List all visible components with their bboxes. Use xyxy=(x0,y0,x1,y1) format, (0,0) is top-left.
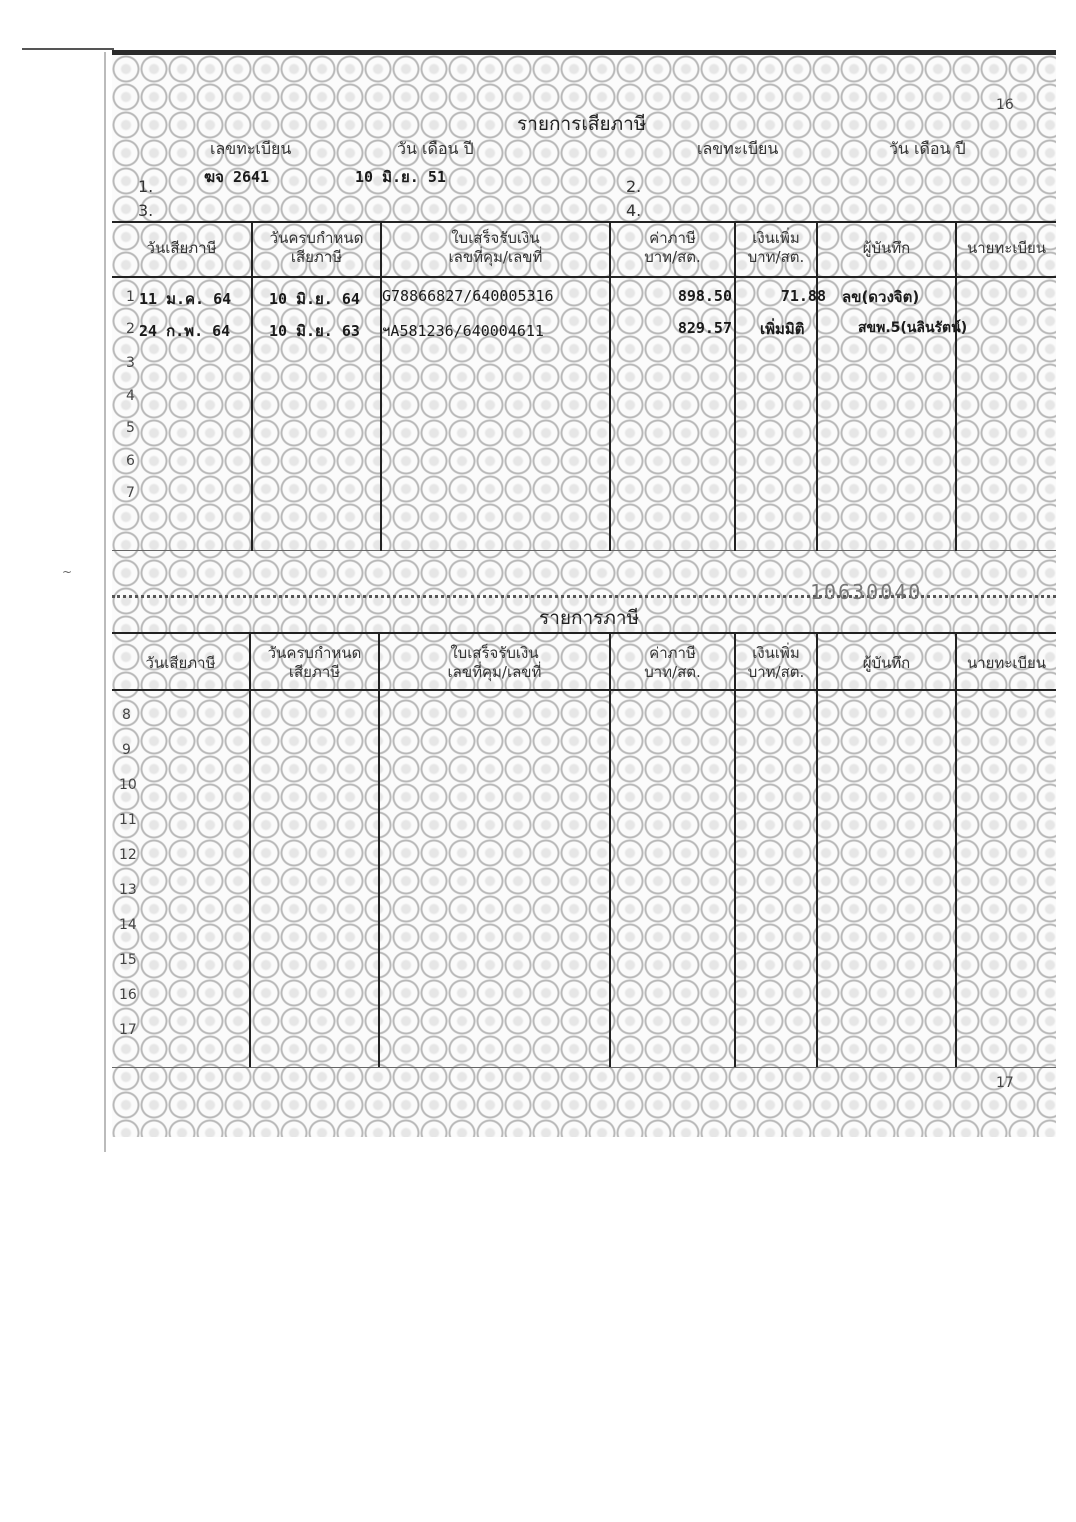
table1-col-divider xyxy=(955,221,957,551)
col-header-text: วันครบกำหนด xyxy=(269,229,364,247)
col-header-text: นายทะเบียน xyxy=(966,654,1047,672)
document-page xyxy=(112,50,1056,1137)
col-header-text: เสียภาษี xyxy=(288,663,341,681)
col-header-text: บาท/สต. xyxy=(747,248,805,266)
col-header-text: ใบเสร็จรับเงิน xyxy=(450,644,539,662)
col-header-paid-date xyxy=(112,654,249,673)
table2-top-border xyxy=(112,632,1056,634)
registration-number: ฆจ 2641 xyxy=(204,168,270,186)
col-header-text: เงินเพิ่ม xyxy=(752,644,800,662)
col-header-text: บาท/สต. xyxy=(747,663,805,681)
row-number: 4 xyxy=(126,388,135,404)
col-header-text: เงินเพิ่ม xyxy=(752,229,800,247)
paid-date: 11 ม.ค. 64 xyxy=(139,290,232,308)
col-header-recorder xyxy=(818,239,955,258)
col-header-text: ค่าภาษี xyxy=(649,644,696,662)
row-number: 9 xyxy=(122,742,131,758)
col-header-text: ค่าภาษี xyxy=(649,229,696,247)
row-number: 8 xyxy=(122,707,131,723)
col-header-tax xyxy=(611,644,734,682)
registration-index: 3. xyxy=(138,201,154,220)
row-number: 10 xyxy=(119,777,137,793)
col-header-text: ใบเสร็จรับเงิน xyxy=(451,229,540,247)
page-number-bottom: 17 xyxy=(996,1075,1014,1091)
col-header-text: นายทะเบียน xyxy=(966,239,1047,257)
row-number: 13 xyxy=(119,882,137,898)
col-header-surcharge xyxy=(736,229,816,267)
page-number-top: 16 xyxy=(996,97,1014,113)
table1-col-divider xyxy=(251,221,253,551)
col-header-due-date xyxy=(253,229,380,267)
row-number: 12 xyxy=(119,847,137,863)
receipt-number: ฯA581236/640004611 xyxy=(382,322,544,340)
table2-bottom-rule xyxy=(112,1067,1056,1068)
surcharge-amount: 71.88 xyxy=(780,287,826,305)
col-header-text: บาท/สต. xyxy=(644,663,701,681)
col-header-registrar xyxy=(957,239,1056,258)
table2-header-border xyxy=(112,689,1056,691)
col-header-text: เลขที่คุม/เลขที่ xyxy=(447,663,542,681)
reg-label-right: เลขทะเบียน xyxy=(697,139,779,158)
row-number: 2 xyxy=(126,321,135,337)
recorder-name: สขพ.5(นลินรัตน์) xyxy=(858,320,968,336)
col-header-receipt xyxy=(380,644,609,682)
table1-bottom-rule xyxy=(112,550,1056,551)
row-number: 16 xyxy=(119,987,137,1003)
table2-col-divider xyxy=(609,632,611,1067)
registration-date: 10 มิ.ย. 51 xyxy=(355,168,446,186)
due-date: 10 มิ.ย. 64 xyxy=(269,290,360,308)
registration-index: 1. xyxy=(138,177,154,196)
row-number: 5 xyxy=(126,420,135,436)
surcharge-note: เพิ่มมิติ xyxy=(760,320,805,338)
receipt-number: G78866827/640005316 xyxy=(382,287,554,305)
row-number: 1 xyxy=(126,289,135,305)
col-header-text: บาท/สต. xyxy=(644,248,701,266)
reg-label-left: เลขทะเบียน xyxy=(210,139,292,158)
table1-col-divider xyxy=(734,221,736,551)
section-title-tax-payments: รายการเสียภาษี xyxy=(517,113,647,135)
row-number: 14 xyxy=(119,917,137,933)
registration-index: 2. xyxy=(626,177,642,196)
col-header-recorder xyxy=(818,654,955,673)
col-header-text: ผู้บันทึก xyxy=(862,239,911,257)
col-header-surcharge xyxy=(736,644,816,682)
recorder-name: ลข(ดวงจิต) xyxy=(842,288,920,306)
col-header-tax xyxy=(611,229,734,267)
col-header-text: เสียภาษี xyxy=(290,248,343,266)
table2-col-divider xyxy=(378,632,380,1067)
table2-col-divider xyxy=(734,632,736,1067)
col-header-paid-date xyxy=(112,239,251,258)
col-header-text: วันเสียภาษี xyxy=(146,239,217,257)
tax-amount: 829.57 xyxy=(677,319,732,337)
table2-col-divider xyxy=(816,632,818,1067)
table1-col-divider xyxy=(380,221,382,551)
col-header-registrar xyxy=(957,654,1056,673)
table1-top-border xyxy=(112,221,1056,223)
col-header-text: วันครบกำหนด xyxy=(267,644,362,662)
row-number: 3 xyxy=(126,355,135,371)
section-title-tax-list: รายการภาษี xyxy=(539,607,640,629)
row-number: 11 xyxy=(119,812,137,828)
row-number: 15 xyxy=(119,952,137,968)
row-number: 17 xyxy=(119,1022,137,1038)
table1-col-divider xyxy=(609,221,611,551)
scan-mark: ~ xyxy=(62,565,73,579)
col-header-due-date xyxy=(251,644,378,682)
table2-col-divider xyxy=(249,632,251,1067)
date-label-right: วัน เดือน ปี xyxy=(889,139,966,158)
col-header-text: ผู้บันทึก xyxy=(862,654,911,672)
col-header-text: วันเสียภาษี xyxy=(145,654,216,672)
row-number: 6 xyxy=(126,453,135,469)
table1-col-divider xyxy=(816,221,818,551)
top-scan-line xyxy=(22,48,114,50)
row-number: 7 xyxy=(126,485,135,501)
table1-header-border xyxy=(112,276,1056,278)
col-header-receipt xyxy=(382,229,609,267)
col-header-text: เลขที่คุม/เลขที่ xyxy=(448,248,543,266)
tax-amount: 898.50 xyxy=(677,287,732,305)
table2-col-divider xyxy=(955,632,957,1067)
registration-index: 4. xyxy=(626,201,642,220)
paid-date: 24 ก.พ. 64 xyxy=(139,322,231,340)
date-label-left: วัน เดือน ปี xyxy=(397,139,474,158)
serial-number: 10630040 xyxy=(810,580,923,604)
page-fold-line xyxy=(104,52,106,1152)
due-date: 10 มิ.ย. 63 xyxy=(269,322,360,340)
